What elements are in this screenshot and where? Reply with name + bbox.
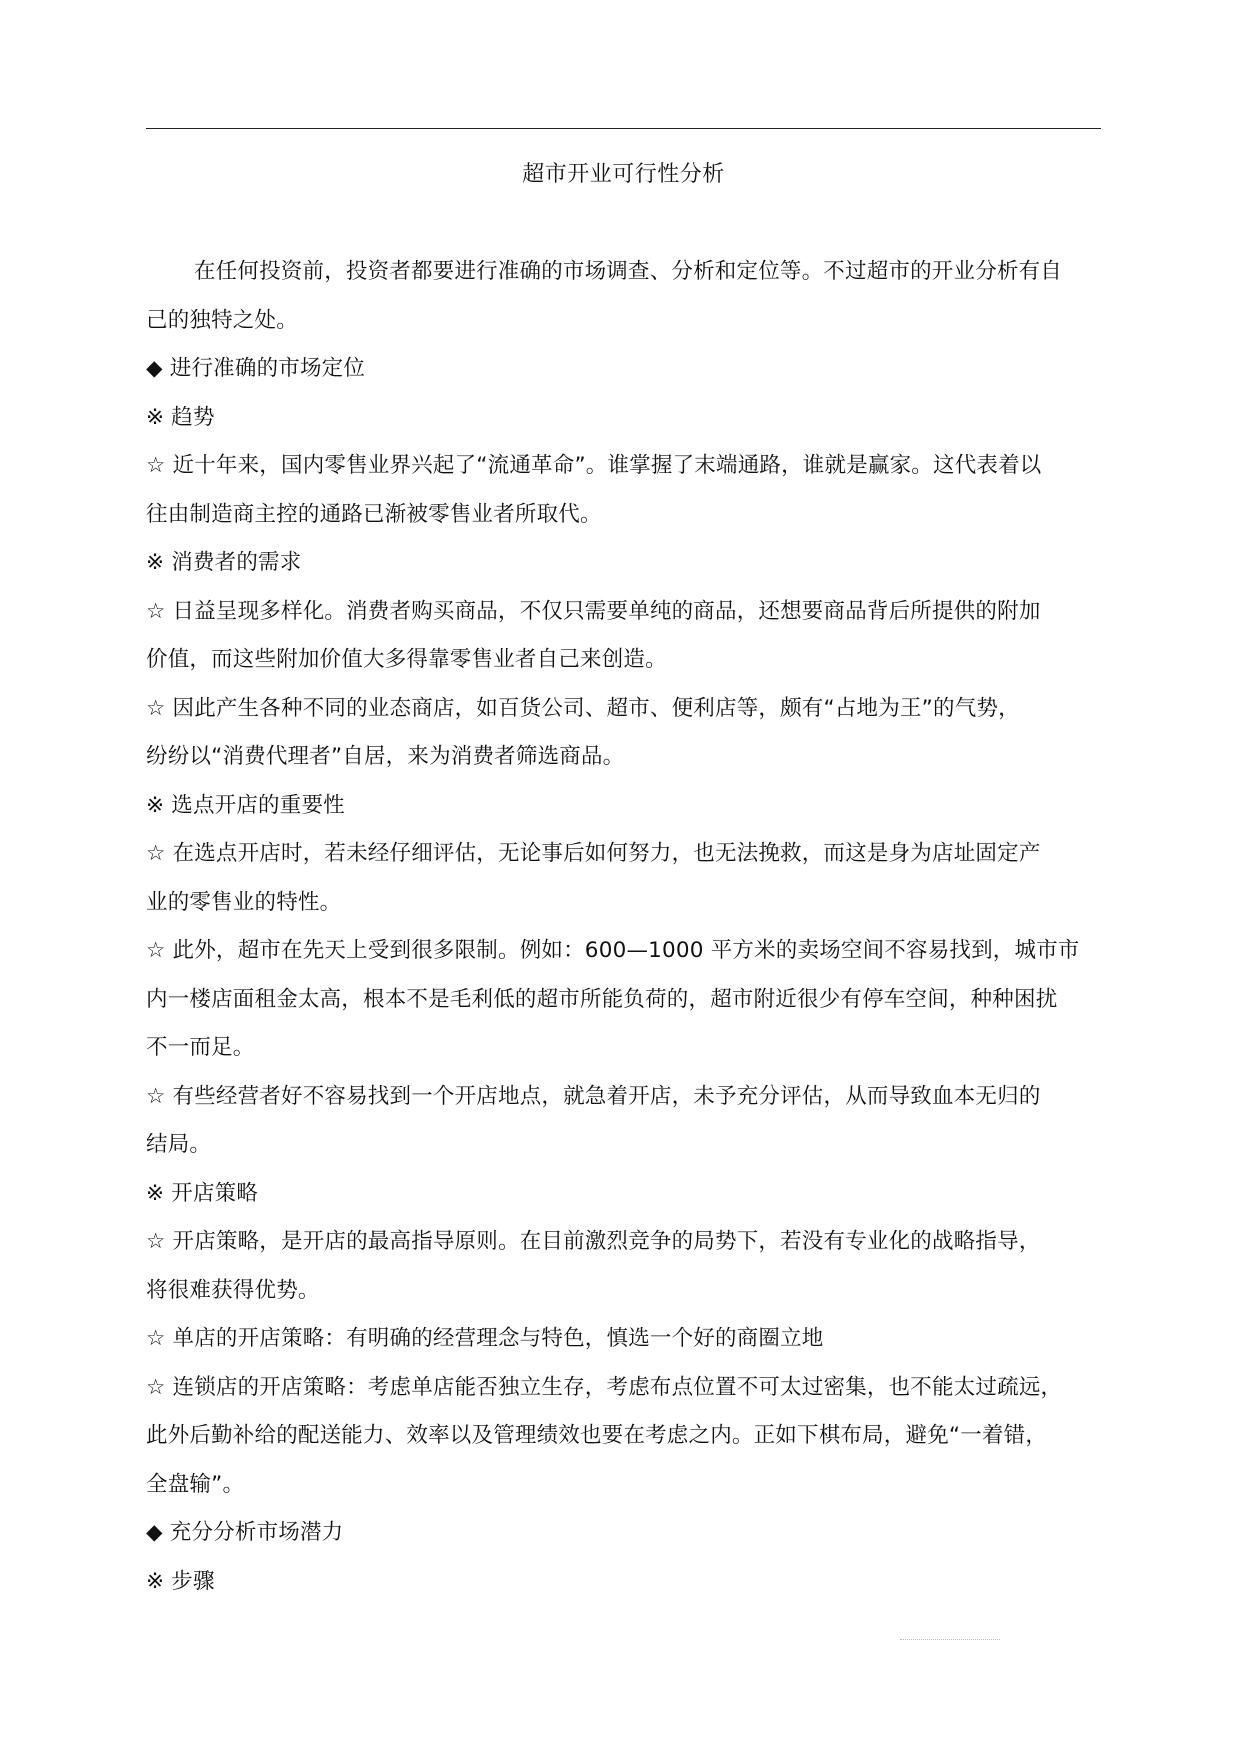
text-line: ☆ 开店策略，是开店的最高指导原则。在目前激烈竞争的局势下，若没有专业化的战略指导， xyxy=(146,1229,1041,1254)
text-line: 将很难获得优势。 xyxy=(146,1277,320,1303)
text-line: 往由制造商主控的通路已渐被零售业者所取代。 xyxy=(146,501,602,527)
header-rule xyxy=(146,128,1101,129)
text-line: ※ 消费者的需求 xyxy=(146,550,302,575)
text-line: ※ 趋势 xyxy=(146,404,215,430)
text-line: ※ 开店策略 xyxy=(146,1180,259,1206)
text-line: ☆ 单店的开店策略：有明确的经营理念与特色，慎选一个好的商圈立地 xyxy=(146,1326,824,1351)
text-line: ◆ 充分分析市场潜力 xyxy=(146,1520,344,1545)
text-line: ☆ 连锁店的开店策略：考虑单店能否独立生存，考虑布点位置不可太过密集，也不能太过疏远， xyxy=(146,1374,1063,1400)
text-line: 结局。 xyxy=(146,1132,212,1157)
text-line: 全盘输”。 xyxy=(146,1471,245,1497)
text-line: ☆ 有些经营者好不容易找到一个开店地点，就急着开店，未予充分评估，从而导致血本无归的 xyxy=(146,1083,1041,1109)
text-line: 业的零售业的特性。 xyxy=(146,889,342,915)
text-line: 纷纷以“消费代理者”自居，来为消费者筛选商品。 xyxy=(146,744,625,769)
text-line: 价值，而这些附加价值大多得靠零售业者自己来创造。 xyxy=(146,647,667,672)
footer-dotted-mark xyxy=(900,1639,1000,1640)
text-line: 此外后勤补给的配送能力、效率以及管理绩效也要在考虑之内。正如下棋布局，避免“一着错， xyxy=(146,1423,1048,1448)
text-line: ☆ 日益呈现多样化。消费者购买商品，不仅只需要单纯的商品，还想要商品背后所提供的附加 xyxy=(146,598,1041,624)
text-line: 己的独特之处。 xyxy=(146,307,298,333)
text-line: 内一楼店面租金太高，根本不是毛利低的超市所能负荷的，超市附近很少有停车空间，种种困扰 xyxy=(146,986,1058,1012)
document-title: 超市开业可行性分析 xyxy=(522,162,725,187)
text-line: 在任何投资前，投资者都要进行准确的市场调查、分析和定位等。不过超市的开业分析有自 xyxy=(194,259,1063,284)
text-line: ☆ 因此产生各种不同的业态商店，如百货公司、超市、便利店等，颇有“占地为王”的气势， xyxy=(146,695,1020,721)
text-line: ※ 步骤 xyxy=(146,1568,215,1594)
text-line: 不一而足。 xyxy=(146,1035,255,1060)
text-line: ※ 选点开店的重要性 xyxy=(146,792,345,818)
document-body xyxy=(146,248,1101,1606)
text-line: ☆ 此外，超市在先天上受到很多限制。例如：600—1000 平方米的卖场空间不容易找到，城市市 xyxy=(146,938,1080,963)
text-line: ☆ 近十年来，国内零售业界兴起了“流通革命”。谁掌握了末端通路，谁就是赢家。这代表着以 xyxy=(146,453,1042,478)
text-line: ☆ 在选点开店时，若未经仔细评估，无论事后如何努力，也无法挽救，而这是身为店址固定产 xyxy=(146,841,1041,866)
text-line: ◆ 进行准确的市场定位 xyxy=(146,356,366,381)
